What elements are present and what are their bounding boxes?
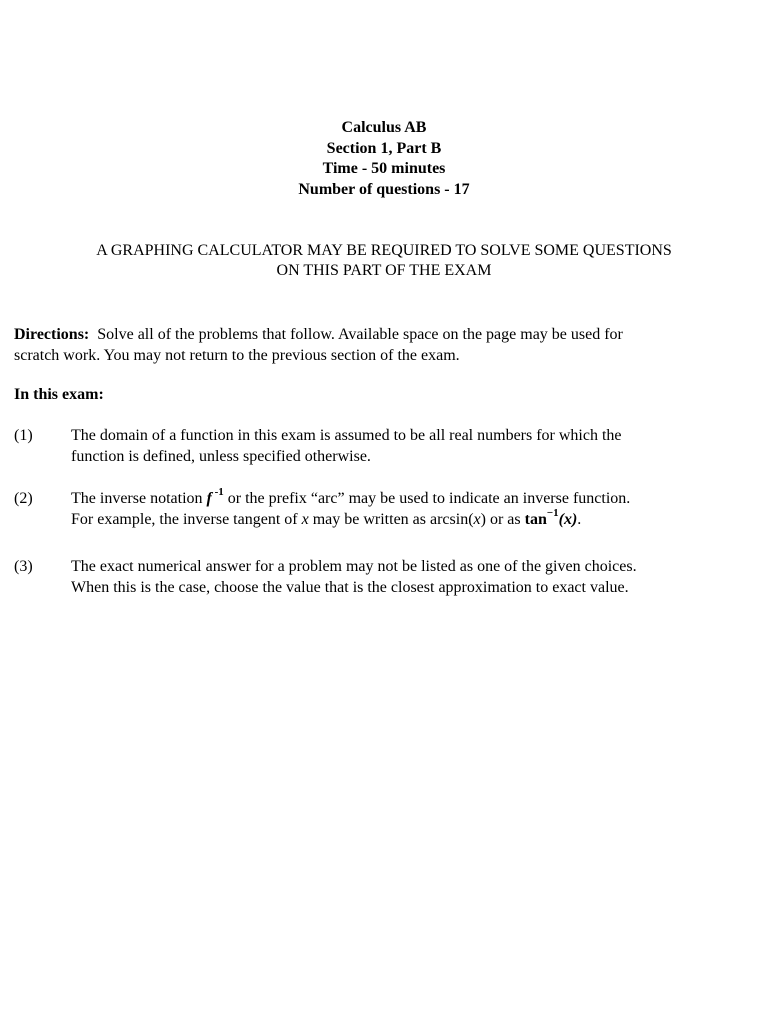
note-body bbox=[71, 556, 754, 598]
note-number: (2) bbox=[14, 490, 33, 507]
note-line-1: The exact numerical answer for a problem may not be listed as one of the given choices. bbox=[71, 558, 637, 575]
directions-line-1 bbox=[14, 324, 754, 345]
directions-paragraph bbox=[14, 324, 754, 366]
note-line-1 bbox=[71, 485, 754, 509]
note-number: (1) bbox=[14, 427, 33, 444]
tan-function: tan bbox=[524, 511, 547, 528]
notice-line-1: A GRAPHING CALCULATOR MAY BE REQUIRED TO SOLVE SOME QUESTIONS bbox=[96, 242, 672, 259]
example-text-mid: may be written as arcsin( bbox=[308, 511, 474, 528]
tan-argument: (x) bbox=[558, 511, 578, 528]
directions-line-2: scratch work. You may not return to the previous section of the exam. bbox=[14, 347, 460, 364]
example-text-end: . bbox=[577, 511, 582, 528]
example-text-pre: For example, the inverse tangent of bbox=[71, 511, 302, 528]
x-variable: x bbox=[473, 511, 481, 528]
directions-label: Directions: bbox=[14, 326, 90, 343]
notice-line-2: ON THIS PART OF THE EXAM bbox=[276, 262, 492, 279]
note-body bbox=[71, 425, 754, 467]
x-variable: x bbox=[301, 511, 309, 528]
question-count: Number of questions - 17 bbox=[298, 180, 470, 198]
section-label: Section 1, Part B bbox=[326, 139, 442, 157]
course-title: Calculus AB bbox=[341, 119, 427, 136]
note-body bbox=[71, 485, 754, 530]
directions-text-1: Solve all of the problems that follow. Available space on the page may be used for bbox=[97, 326, 623, 343]
inverse-text-post: or the prefix “arc” may be used to indicate an inverse function. bbox=[223, 490, 631, 507]
time-limit: Time - 50 minutes bbox=[322, 160, 446, 177]
note-line-2: function is defined, unless specified otherwise. bbox=[71, 448, 371, 465]
calculator-notice bbox=[0, 241, 768, 281]
exam-notes-heading: In this exam: bbox=[14, 386, 104, 403]
note-line-1: The domain of a function in this exam is assumed to be all real numbers for which the bbox=[71, 427, 622, 444]
tan-superscript: −1 bbox=[546, 506, 559, 519]
note-line-2 bbox=[71, 506, 754, 530]
inverse-text-pre: The inverse notation bbox=[71, 490, 207, 507]
inverse-superscript: -1 bbox=[211, 485, 224, 498]
example-text-or: ) or as bbox=[480, 511, 525, 528]
exam-header bbox=[0, 118, 768, 200]
note-line-2: When this is the case, choose the value that is the closest approximation to exact value. bbox=[71, 579, 629, 596]
f-symbol: f bbox=[206, 490, 212, 507]
note-number: (3) bbox=[14, 558, 33, 575]
